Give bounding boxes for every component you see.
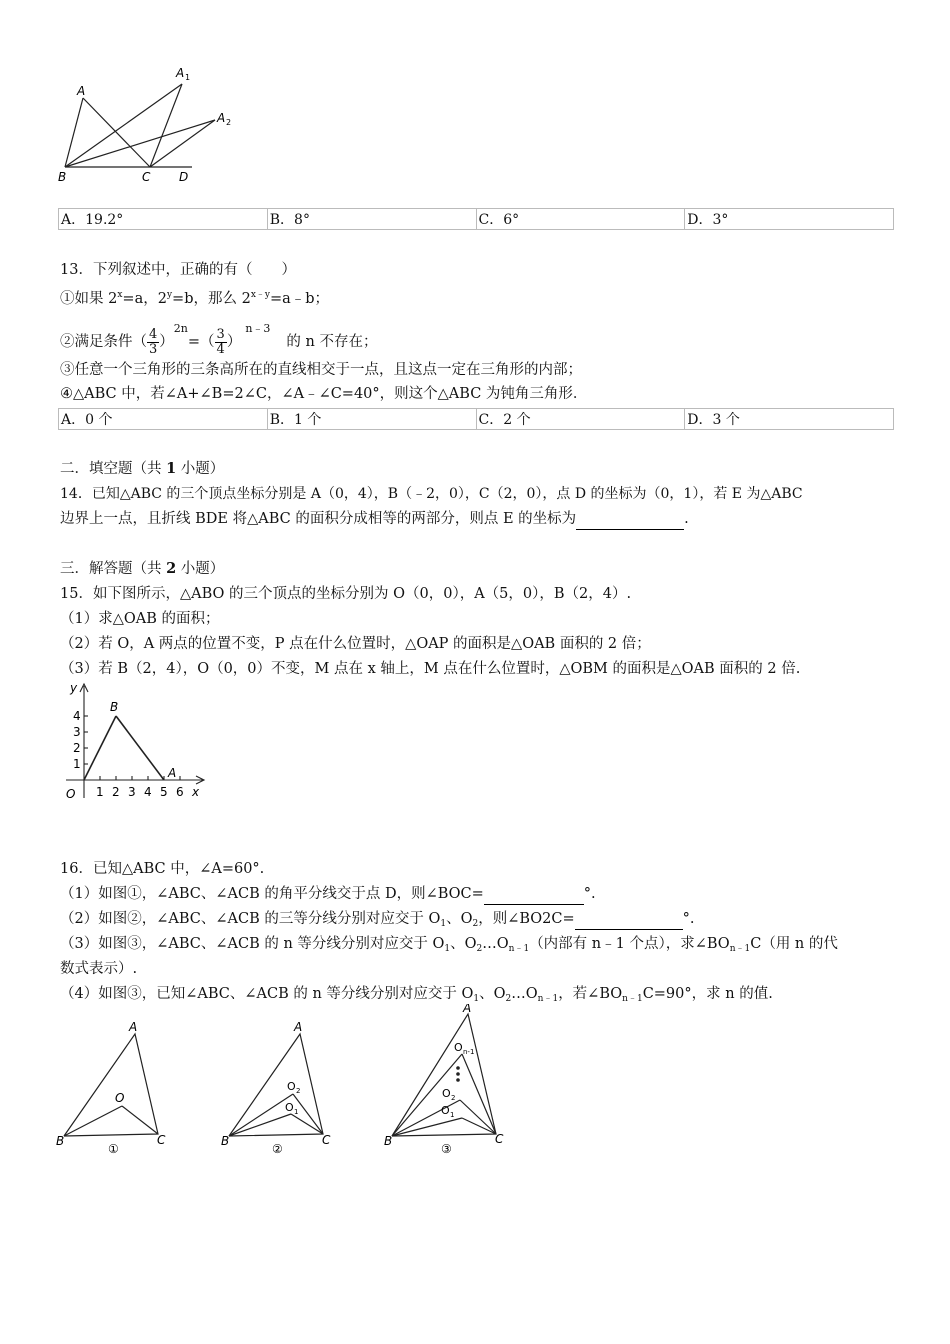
q12-options bbox=[58, 208, 894, 230]
q13-statement-4: ④△ABC 中，若∠A+∠B=2∠C，∠A﹣∠C=40°，则这个△ABC 为钝角三角形． bbox=[60, 386, 588, 402]
q16-figure-3 bbox=[378, 1004, 518, 1154]
x-tick: 1 bbox=[96, 785, 104, 799]
q12-figure bbox=[50, 62, 250, 187]
q12-option-b[interactable]: B．8° bbox=[267, 209, 476, 230]
fraction-3-4: $\frac{3}{4}$ bbox=[216, 326, 225, 357]
label-A: A bbox=[129, 1020, 138, 1034]
q13-statement-3: ③任意一个三角形的三条高所在的直线相交于一点，且这点一定在三角形的内部； bbox=[60, 362, 582, 378]
x-tick: 2 bbox=[112, 785, 120, 799]
y-axis-label: y bbox=[70, 681, 78, 695]
q14-line1: 14．已知△ABC 的三个顶点坐标分别是 A（0，4），B（﹣2，0），C（2，0），点 D 的坐标为（0，1），若 E 为△ABC bbox=[60, 486, 803, 502]
q15-stem: 15．如下图所示，△ABO 的三个顶点的坐标分别为 O（0，0），A（5，0），B（2，4）. bbox=[60, 586, 632, 602]
q16-figure-1 bbox=[50, 1018, 180, 1158]
q13-option-b[interactable]: B．1 个 bbox=[267, 409, 476, 430]
label-O1-sub: 1 bbox=[450, 1111, 455, 1119]
q15-part2: （2）若 O，A 两点的位置不变，P 点在什么位置时，△OAP 的面积是△OAB 面积的 2 倍； bbox=[60, 636, 651, 652]
x-tick: 3 bbox=[128, 785, 136, 799]
q16-part3-cont: 数式表示）. bbox=[60, 961, 138, 977]
q13-option-a[interactable]: A．0 个 bbox=[59, 409, 268, 430]
q15-part3: （3）若 B（2，4），O（0，0）不变，M 点在 x 轴上，M 点在什么位置时，△OBM 的面积是△OAB 面积的 2 倍. bbox=[60, 661, 801, 677]
label-C: C bbox=[142, 170, 151, 184]
label-O1: O bbox=[285, 1101, 294, 1114]
x-tick: 6 bbox=[176, 785, 184, 799]
label-A: A bbox=[463, 1004, 472, 1015]
q16-part1: （1）如图①，∠ABC、∠ACB 的角平分线交于点 D，则∠BOC= °. bbox=[60, 884, 596, 905]
q13-option-d[interactable]: D．3 个 bbox=[685, 409, 894, 430]
label-C: C bbox=[495, 1132, 504, 1146]
q12-option-c[interactable]: C．6° bbox=[476, 209, 685, 230]
q13-stem: 13．下列叙述中，正确的有（ ） bbox=[60, 262, 296, 278]
section3-heading: 三．解答题（共 2 小题） bbox=[60, 560, 225, 577]
x-tick: 5 bbox=[160, 785, 168, 799]
point-A-label: A bbox=[168, 766, 177, 780]
q16-part4: （4）如图③，已知∠ABC、∠ACB 的 n 等分线分别对应交于 $O_1$、$O_2\dots O_{n﹣1}$，若$\angle BO_{n﹣1}C=90^\circ$，求 n 的值. bbox=[60, 986, 773, 1004]
fraction-4-3: $\frac{4}{3}$ bbox=[149, 326, 158, 357]
label-O2-sub: 2 bbox=[296, 1087, 301, 1095]
label-B: B bbox=[221, 1134, 230, 1148]
section2-heading: 二．填空题（共 1 小题） bbox=[60, 460, 225, 477]
q15-part1: （1）求△OAB 的面积； bbox=[60, 611, 220, 627]
y-tick: 4 bbox=[73, 709, 81, 723]
label-O2: O bbox=[287, 1080, 296, 1093]
label-B: B bbox=[384, 1134, 393, 1148]
label-A1-sub: 1 bbox=[185, 73, 191, 82]
label-O1-sub: 1 bbox=[294, 1108, 299, 1116]
label-C: C bbox=[157, 1133, 166, 1147]
label-D: D bbox=[179, 170, 189, 184]
q16-figure-2 bbox=[215, 1018, 345, 1158]
q15-coordinate-figure bbox=[58, 680, 208, 805]
y-tick: 3 bbox=[73, 725, 81, 739]
label-A: A bbox=[294, 1020, 303, 1034]
q13-option-c[interactable]: C．2 个 bbox=[476, 409, 685, 430]
label-A: A bbox=[77, 84, 86, 98]
label-A2-sub: 2 bbox=[226, 118, 232, 127]
label-O1: O bbox=[441, 1104, 450, 1117]
x-tick: 4 bbox=[144, 785, 152, 799]
y-tick: 2 bbox=[73, 741, 81, 755]
label-O2-sub: 2 bbox=[451, 1094, 456, 1102]
q14-line2: 边界上一点，且折线 BDE 将△ABC 的面积分成相等的两部分，则点 E 的坐标为 . bbox=[60, 509, 689, 530]
origin-label: O bbox=[66, 787, 76, 801]
label-O: O bbox=[115, 1091, 125, 1105]
point-B-label: B bbox=[110, 700, 119, 714]
q16-stem: 16．已知△ABC 中，∠A=60°. bbox=[60, 861, 265, 877]
q13-options bbox=[58, 408, 894, 430]
label-B: B bbox=[58, 170, 67, 184]
q16-part3: （3）如图③，∠ABC、∠ACB 的 n 等分线分别对应交于 $O_1$、$O_2\dots O_{n﹣1}$（内部有 n﹣1 个点），求$\angle BO_{n﹣1}C$（用 n 的代 bbox=[60, 936, 838, 954]
q16-part1-blank[interactable] bbox=[484, 884, 584, 905]
label-A1: A bbox=[176, 66, 185, 80]
figure-caption: ② bbox=[272, 1142, 283, 1156]
q12-option-a[interactable]: A．19.2° bbox=[59, 209, 268, 230]
q16-part2: （2）如图②，∠ABC、∠ACB 的三等分线分别对应交于 $O_1$、$O_2$，则∠BO2C= °. bbox=[60, 911, 695, 929]
label-On-1: O bbox=[454, 1041, 463, 1054]
label-C: C bbox=[322, 1133, 331, 1147]
q13-statement-1: ①如果 $2^x=a$，$2^y=b$，那么 $2^{x﹣y}=a﹣b$； bbox=[60, 290, 330, 307]
x-axis-label: x bbox=[192, 785, 200, 799]
figure-caption: ③ bbox=[441, 1142, 452, 1154]
q16-part2-blank[interactable] bbox=[575, 909, 683, 930]
label-On-1-sub: n-1 bbox=[463, 1048, 475, 1056]
label-A2: A bbox=[217, 111, 226, 125]
y-tick: 1 bbox=[73, 757, 81, 771]
figure-caption: ① bbox=[108, 1142, 119, 1156]
q13-statement-2: ②满足条件（ $\frac{4}{3}$ ）$^{2n}$=（ $\frac{3}{4}$ ）$^{n﹣3}$的 n 不存在； bbox=[60, 322, 378, 357]
label-B: B bbox=[56, 1134, 65, 1148]
label-O2: O bbox=[442, 1087, 451, 1100]
q12-option-d[interactable]: D．3° bbox=[685, 209, 894, 230]
q14-answer-blank[interactable] bbox=[576, 509, 684, 530]
